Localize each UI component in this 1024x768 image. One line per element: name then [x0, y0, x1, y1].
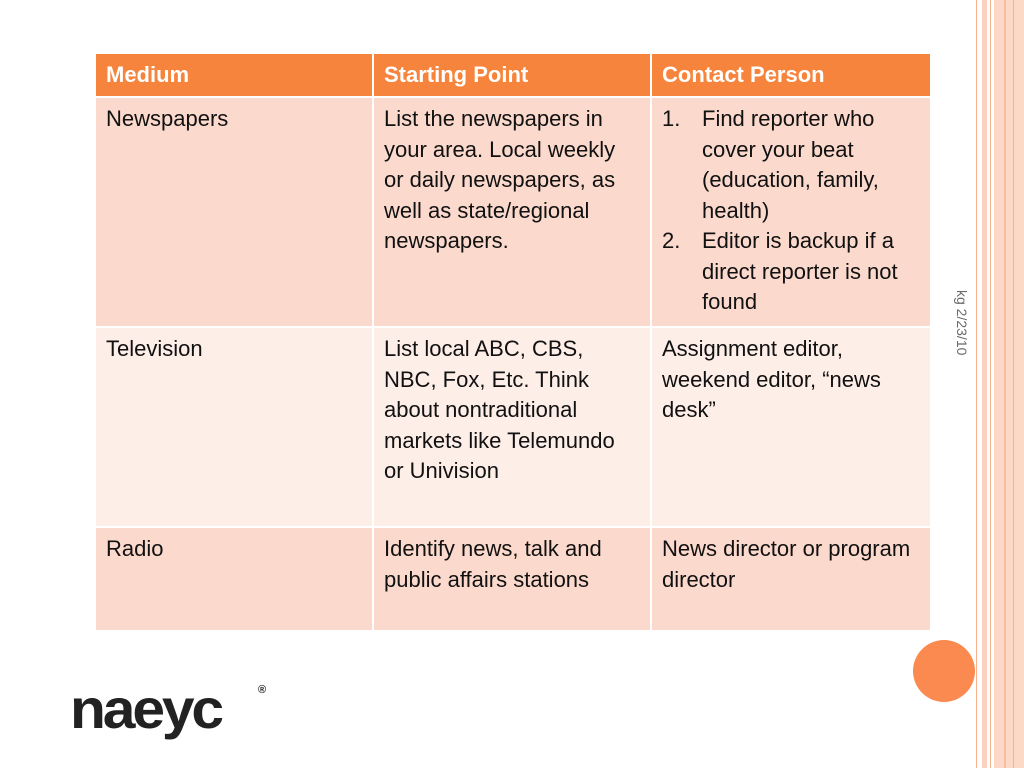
- naeyc-logo: naeyc: [70, 677, 221, 740]
- header-starting-point: Starting Point: [373, 53, 651, 97]
- header-contact-person: Contact Person: [651, 53, 931, 97]
- medium-cell: Newspapers: [95, 97, 373, 327]
- media-contacts-table: [94, 52, 932, 632]
- list-item: [662, 104, 920, 226]
- header-medium: Medium: [95, 53, 373, 97]
- contact-person-cell: [651, 97, 931, 327]
- list-number: 2.: [662, 228, 681, 253]
- starting-point-cell: List the newspapers in your area. Local weekly or daily newspapers, as well as state/regional newspapers.: [373, 97, 651, 327]
- medium-cell: Radio: [95, 527, 373, 631]
- list-text: Editor is backup if a direct reporter is not found: [702, 228, 898, 314]
- contact-person-cell: News director or program director: [651, 527, 931, 631]
- decor-stripe: [994, 0, 1024, 768]
- starting-point-cell: Identify news, talk and public affairs stations: [373, 527, 651, 631]
- list-text: Find reporter who cover your beat (education, family, health): [702, 106, 879, 223]
- side-date-label: kg 2/23/10: [954, 290, 970, 356]
- table-row: [95, 97, 931, 327]
- decor-circle: [913, 640, 975, 702]
- contact-list: [662, 104, 920, 318]
- contact-person-cell: Assignment editor, weekend editor, “news desk”: [651, 327, 931, 527]
- decor-stripe: [976, 0, 977, 768]
- list-number: 1.: [662, 106, 681, 131]
- decor-stripe: [990, 0, 991, 768]
- medium-cell: Television: [95, 327, 373, 527]
- registered-mark: ®: [258, 684, 267, 696]
- decor-stripe: [1004, 0, 1006, 768]
- table-header-row: [95, 53, 931, 97]
- decor-stripe: [982, 0, 987, 768]
- table-row: [95, 527, 931, 631]
- list-item: [662, 226, 920, 318]
- table-row: [95, 327, 931, 527]
- decor-stripe: [1013, 0, 1014, 768]
- starting-point-cell: List local ABC, CBS, NBC, Fox, Etc. Think about nontraditional markets like Telemundo or Univision: [373, 327, 651, 527]
